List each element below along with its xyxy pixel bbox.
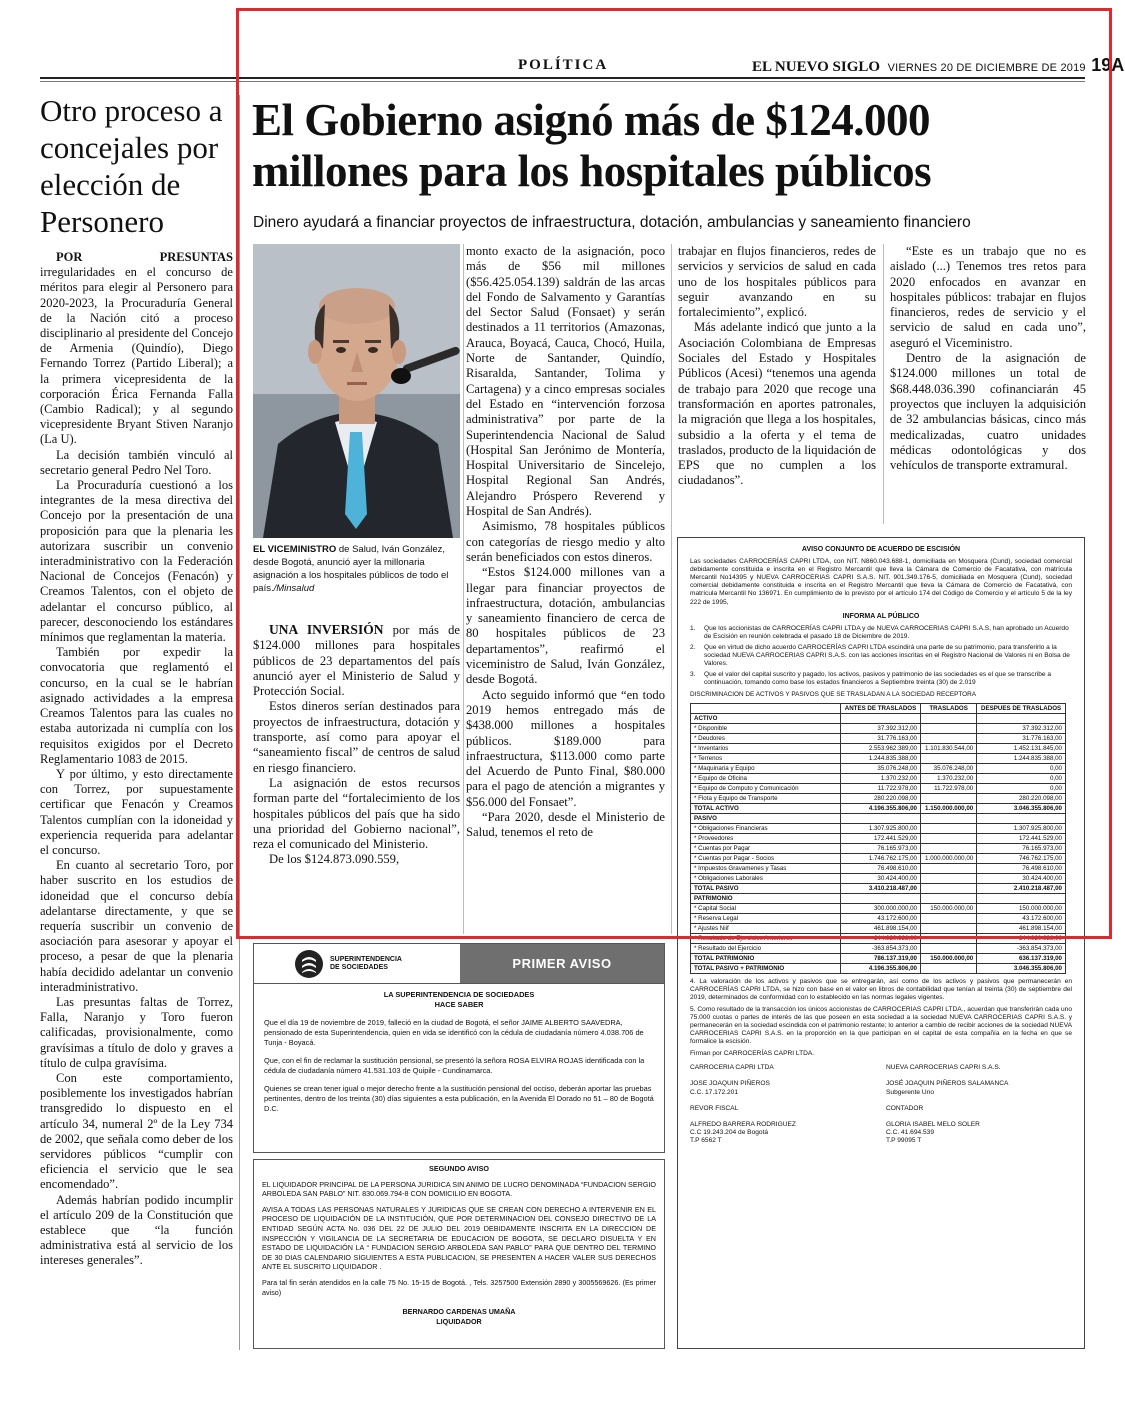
assets-table-cell: 11.722.978,00 <box>841 783 921 793</box>
assets-table-cell <box>921 713 977 723</box>
assets-table-cell: 461.898.154,00 <box>977 923 1066 933</box>
assets-table-cell <box>921 753 977 763</box>
legal-notice-escision <box>677 537 1085 1349</box>
assets-table-cell: 35.076.248,00 <box>841 763 921 773</box>
segundo-aviso-paragraph: Para tal fin serán atendidos en la calle 75 No. 15-15 de Bogotá. , Tels. 3257500 Extensión 2890 y 3005569626. (Es primer aviso) <box>262 1277 656 1297</box>
assets-table-cell: 30.424.400,00 <box>841 873 921 883</box>
assets-table-cell: 3.046.355.806,00 <box>977 803 1066 813</box>
main-deck: Dinero ayudará a financiar proyectos de infraestructura, dotación, ambulancias y saneamiento financiero <box>253 214 971 231</box>
assets-table-cell: * Disponible <box>691 723 841 733</box>
assets-table-cell: 1.746.762.175,00 <box>841 853 921 863</box>
signature-line: GLORIA ISABEL MELO SOLER <box>886 1120 980 1128</box>
assets-table-cell: 35.076.248,00 <box>921 763 977 773</box>
legal-notice-items <box>690 625 1072 688</box>
assets-table-row <box>691 923 1066 933</box>
legal-notice-item: 3. Que el valor del capital suscrito y pagado, los activos, pasivos y patrimonio de las sociedades es el que se transcribe a continuación, tomando como base los estados financieros a Septiembre treinta (30) de 2.019 <box>690 671 1052 687</box>
column-rule <box>883 244 884 524</box>
assets-table-cell: 0,00 <box>977 783 1066 793</box>
assets-table-cell: 172.441.529,00 <box>977 833 1066 843</box>
assets-table-cell: PASIVO <box>691 813 841 823</box>
segundo-aviso-paragraph: EL LIQUIDADOR PRINCIPAL DE LA PERSONA JURIDICA SIN ANIMO DE LUCRO DENOMINADA “FUNDACION SERGIO ARBOLEDA SAN PABLO” NIT. 830.069.794-8 CON DOMICILIO EN BOGOTA. <box>262 1179 656 1199</box>
assets-table-row <box>691 743 1066 753</box>
assets-table-row <box>691 713 1066 723</box>
main-story-paragraph: Más adelante indicó que junto a la Asociación Colombiana de Empresas Sociales del Estado y Hospitales Públicos (Acesi) “tenemos una agenda de trabajo para 2020 que recoge una transformación en aportes patronales, la migración que llega a los hospitales, subsidio a la oferta y el tema de traslados, producto de la liquidación de EPS que no cumplen a los ciudadanos”. <box>678 320 876 488</box>
side-story-paragraph: La decisión también vinculó al secretario general Pedro Nel Toro. <box>40 447 233 477</box>
caption-text: de Salud, Iván González, desde Bogotá, anunció ayer la millonaria asignación a los hospitales públicos de todo el país. <box>253 544 449 594</box>
side-story-paragraph: También por expedir la convocatoria que reglamentó el concurso, en la cual se le habrían asignado actividades a la empresa Creamos Talentos para las cuales no estaba autorizada ni cumplía con los requisitos exigidos por el Decreto Reglamentario 1083 de 2015. <box>40 645 233 766</box>
assets-table-cell <box>921 863 977 873</box>
assets-table-row <box>691 883 1066 893</box>
assets-table-cell: * Terrenos <box>691 753 841 763</box>
assets-table-cell: * Cuentas por Pagar <box>691 843 841 853</box>
segundo-aviso-paragraph: AVISA A TODAS LAS PERSONAS NATURALES Y JURIDICAS QUE SE CREAN CON DERECHO A INTERVENIR EN EL PROCESO DE LIQUIDACIÓN DE LA INSTITUCIÓN, QUE POR DETERMINACION DEL CONSEJO DIRECTIVO DE LA ENTIDAD SEGÚN ACTA No. 036 DEL 22 DE JULIO DEL 2019 DEBIDAMENTE INSCRITA EN LA DIRECCION DE INSPECCIÓN Y VIGILANCIA DE LA SECRETARIA DE EDUCACION DE BOGOTA, SE DECLARO DISUELTA Y EN ESTADO DE LIQUIDACIÓN LA “ FUNDACION SERGIO ARBOLEDA SAN PABLO” PARA QUE DENTRO DEL TERMINO DE 30 DIAS CALENDARIO SIGUIENTES A ESTA PUBLICACION, SE PRESENTEN A HACER VALER SUS DERECHOS ANTE EL SUSCRITO LIQUIDADOR . <box>262 1204 656 1272</box>
assets-table-cell: 37.392.312,00 <box>841 723 921 733</box>
signature-line: ALFREDO BARRERA RODRIGUEZ <box>690 1120 796 1128</box>
assets-table-row <box>691 833 1066 843</box>
logo-text-line2: DE SOCIEDADES <box>330 963 388 971</box>
assets-table-cell: 280.220.098,00 <box>841 793 921 803</box>
signature-line: C.C. 41.694.539 <box>886 1128 935 1136</box>
assets-table-cell <box>921 843 977 853</box>
main-story-paragraph: Dentro de la asignación de $124.000 millones un total de $68.448.036.390 cofinanciarán 45 proyectos que incluyen la adquisición de 32 ambulancias básicas, cinco más medicalizadas, cuatro unidades médicas odontológicas y dos vehículos de transporte extramural. <box>890 351 1086 473</box>
assets-table-cell: TOTAL ACTIVO <box>691 803 841 813</box>
assets-table-cell: 2.553.962.389,00 <box>841 743 921 753</box>
assets-table-cell: * Resultado de Ejercicios Anteriores <box>691 933 841 943</box>
assets-table-row <box>691 913 1066 923</box>
assets-table-cell: * Maquinaria y Equipo <box>691 763 841 773</box>
column-rule <box>671 244 672 934</box>
assets-table-cell <box>977 893 1066 903</box>
viceminister-photo <box>253 244 460 538</box>
assets-table-cell: * Capital Social <box>691 903 841 913</box>
assets-table-cell: 636.137.319,00 <box>977 953 1066 963</box>
assets-table-cell: 1.452.131.845,00 <box>977 743 1066 753</box>
signature-line: C.C 19.243.204 de Bogotá <box>690 1128 769 1136</box>
side-story-paragraph: Las presuntas faltas de Torrez, Falla, Naranjo y Toro fueron calificadas, provisionalmente, como gravísimas a título de dolo y graves a título de culpa gravísima. <box>40 994 233 1070</box>
assets-table-cell: 1.150.000.000,00 <box>921 803 977 813</box>
assets-table-cell <box>921 813 977 823</box>
main-story-paragraph: “Estos $124.000 millones van a llegar para financiar proyectos de infraestructura, dotación, ambulancias y saneamiento financiero de cerca de 80 hospitales públicos de 23 departamentos”, reafirmó el viceministro de Salud, Iván González, desde Bogotá. <box>466 565 665 687</box>
primer-aviso-org: LA SUPERINTENDENCIA DE SOCIEDADES <box>383 990 535 999</box>
legal-notice-title: AVISO CONJUNTO DE ACUERDO DE ESCISIÓN <box>801 546 961 553</box>
assets-table-cell: 300.000.000,00 <box>841 903 921 913</box>
header-rule-thin <box>40 81 1085 82</box>
assets-table-row <box>691 933 1066 943</box>
assets-table-cell: 43.172.600,00 <box>977 913 1066 923</box>
assets-table-row <box>691 863 1066 873</box>
assets-table-cell: 1.244.835.388,00 <box>977 753 1066 763</box>
signature-grid <box>690 1064 1072 1145</box>
legal-notice-intro: Las sociedades CARROCERÍAS CAPRI LTDA, con NIT. N860.043.688-1, domiciliada en Mosquera (Cund), sociedad comercial debidamente constituida e inscrita en el Registro Mercantil que lleva la Cámara de Comercio de Facatativa, con matrícula Mercantil No14395 y NUEVA CARROCERIAS CAPRI S.A.S. NIT. 901.349.176-5, domiciliada en Mosquera (Cund), sociedad comercial debidamente constituida e inscrita en el Registro Mercantil que lleva la Cámara de Comercio de Facatativá, con matrícula Mercantil No 136971. En cumplimiento de lo previsto por el artículo 174 del Código de Comercio y el artículo 5 de la ley 222 de 1995, <box>690 558 1072 606</box>
assets-table-row <box>691 793 1066 803</box>
assets-table-row <box>691 963 1066 973</box>
assets-table-cell <box>921 963 977 973</box>
assets-table-cell: 344.920.938,00 <box>841 933 921 943</box>
assets-table-cell: -363.854.373,00 <box>841 943 921 953</box>
assets-table-cell: TOTAL PASIVO + PATRIMONIO <box>691 963 841 973</box>
assets-table-cell: * Reserva Legal <box>691 913 841 923</box>
assets-table-cell: * Cuentas por Pagar - Socios <box>691 853 841 863</box>
main-story-paragraph: “Para 2020, desde el Ministerio de Salud, tenemos el reto de <box>466 809 665 840</box>
assets-table-row <box>691 723 1066 733</box>
assets-table-row <box>691 803 1066 813</box>
masthead <box>752 55 1124 76</box>
main-story-lead: UNA INVERSIÓN <box>269 622 384 637</box>
assets-table-header-cell: TRASLADOS <box>921 703 977 713</box>
assets-table-cell <box>977 713 1066 723</box>
signed-by: Firman por CARROCERÍAS CAPRI LTDA. <box>690 1050 815 1058</box>
assets-table-cell: 4.196.355.806,00 <box>841 963 921 973</box>
assets-table-cell: ACTIVO <box>691 713 841 723</box>
primer-aviso-header <box>254 944 664 984</box>
assets-table-cell: * Obligaciones Laborales <box>691 873 841 883</box>
section-label: POLÍTICA <box>518 57 609 73</box>
side-story-lead: POR PRESUNTAS <box>56 250 233 264</box>
assets-table-header-cell <box>691 703 841 713</box>
assets-table-cell: * Proveedores <box>691 833 841 843</box>
supersociedades-logo-icon <box>294 949 324 979</box>
assets-table-cell <box>841 813 921 823</box>
signature-line: T.P 99095 T <box>886 1136 922 1144</box>
main-story-paragraph: Estos dineros serían destinados para proyectos de infraestructura, dotación y transporte, así como para apoyar el “saneamiento fiscal” de centros de salud en riesgo financiero. <box>253 699 460 775</box>
side-story-paragraph: Además habrían podido incumplir el artículo 209 de la Constitución que establece que “la función administrativa está al servicio de los intereses generales”. <box>40 1192 233 1268</box>
liquidator-role: LIQUIDADOR <box>436 1316 482 1326</box>
assets-table-cell: 3.410.218.487,00 <box>841 883 921 893</box>
main-story-paragraph: Acto seguido informó que “en todo 2019 hemos entregado más de $438.000 millones a hospitales públicos. $189.000 para infraestructura, $113.000 como parte del Acuerdo de Punto Final, $80.000 para el pago de atención a migrantes y $56.000 del Fonsaet”. <box>466 687 665 809</box>
side-story-paragraph: Y por último, y esto directamente con Torrez, por supuestamente certificar que Fenacón y Creamos Talentos cumplían con la idoneidad y experiencia requerida para adelantar el concurso. <box>40 766 233 857</box>
assets-table-row <box>691 813 1066 823</box>
primer-aviso-title: PRIMER AVISO <box>460 944 664 983</box>
assets-table-cell: * Equipo de Computo y Comunicación <box>691 783 841 793</box>
assets-table-cell: * Resultado del Ejercicio <box>691 943 841 953</box>
assets-table-cell: 3.046.355.806,00 <box>977 963 1066 973</box>
assets-table-cell <box>841 893 921 903</box>
assets-table-cell: 76.498.610,00 <box>841 863 921 873</box>
signature-line: C.C. 17.172.201 <box>690 1088 739 1096</box>
assets-table-cell: TOTAL PASIVO <box>691 883 841 893</box>
legal-note-4: 4. La valoración de los activos y pasivos que se entregarán, así como de los activos y pasivos que permanecerán en CARROCERÍAS CAPRI LTDA, se hizo con base en el valor en libros de contabilidad que tenían al treinta (30) de septiembre del 2019, determinados de conformidad con lo establecido en las normas legales vigentes. <box>690 977 1072 1001</box>
main-story-column-1 <box>253 622 460 868</box>
assets-table-cell: 31.776.163,00 <box>841 733 921 743</box>
main-story-paragraph: Asimismo, 78 hospitales públicos con categorías de riesgo medio y alto serán beneficiados con estos dineros. <box>466 519 665 564</box>
assets-table-row <box>691 753 1066 763</box>
signature-line: JOSÉ JOAQUIN PIÑEROS SALAMANCA <box>886 1080 1009 1088</box>
assets-table-cell <box>977 813 1066 823</box>
legal-notice-item: 1. Que los accionistas de CARROCERÍAS CAPRI LTDA y de NUEVA CARROCERIAS CAPRI S.A.S, han aprobado un Acuerdo de Escisión en reunión celebrada el pasado 18 de Diciembre de 2019. <box>690 624 1069 640</box>
assets-table-cell: 76.498.610,00 <box>977 863 1066 873</box>
assets-table-row <box>691 783 1066 793</box>
assets-table-cell: 1.244.835.388,00 <box>841 753 921 763</box>
assets-table-row <box>691 823 1066 833</box>
assets-table-cell <box>921 943 977 953</box>
assets-table-cell: * Impuestos Gravamenes y Tasas <box>691 863 841 873</box>
primer-aviso-paragraph: Que el día 19 de noviembre de 2019, falleció en la ciudad de Bogotá, el señor JAIME ALBERTO SAAVEDRA, pensionado de esta Superintendencia, quien en vida se identificó con la cédula de ciudadanía número 4.038.706 de Tunja - Boyacá. <box>264 1018 644 1047</box>
assets-table-cell: 2.410.218.487,00 <box>977 883 1066 893</box>
assets-table-row <box>691 943 1066 953</box>
assets-table-cell: * Ajustes Niif <box>691 923 841 933</box>
side-story-headline: Otro proceso a concejales por elección de Personero <box>40 93 223 239</box>
assets-table-cell: 280.220.098,00 <box>977 793 1066 803</box>
assets-table-cell: 746.762.175,00 <box>977 853 1066 863</box>
column-rule <box>463 244 464 934</box>
assets-table-cell <box>921 733 977 743</box>
assets-table-cell: 1.101.830.544,00 <box>921 743 977 753</box>
assets-table-cell: 150.000.000,00 <box>921 953 977 963</box>
assets-table-cell: 172.441.529,00 <box>841 833 921 843</box>
assets-table-cell: 344.920.938,00 <box>977 933 1066 943</box>
side-story-paragraph: Con este comportamiento, posiblemente los investigados habrían transgredido lo dispuesto en el artículo 34, numeral 2º de la Ley 734 de 2002, que señala como deber de los servidores públicos “cumplir con eficiencia el servicio que le sea encomendado”. <box>40 1070 233 1192</box>
assets-table-cell <box>921 793 977 803</box>
main-story-paragraph: monto exacto de la asignación, poco más de $56 mil millones ($56.425.054.139) saldrán de las arcas del Fondo de Salvamento y Garantías del Sector Salud (Fonsaet) y serán destinados a 11 territorios (Amazonas, Arauca, Boyacá, Cauca, Chocó, Huila, Norte de Santander, Quindío, Risaralda, Santander, Tolima y Cartagena) y a cinco empresas sociales del Estado en “intervención forzosa administrativa” por parte de la Superintendencia Nacional de Salud (Hospital San Jerónimo de Montería, Hospital Universitario de Sincelejo, Hospital Regional San Andrés, Alejandro Próspero Reverend y Hospital de San Andrés). <box>466 244 665 519</box>
assets-table-cell: 786.137.319,00 <box>841 953 921 963</box>
signature-line: CONTADOR <box>886 1104 924 1112</box>
main-story-column-2 <box>466 244 665 841</box>
assets-table-cell <box>921 923 977 933</box>
assets-table-cell: * Flota y Equipo de Transporte <box>691 793 841 803</box>
assets-table-cell: 31.776.163,00 <box>977 733 1066 743</box>
assets-table-row <box>691 903 1066 913</box>
main-story-paragraph: De los $124.873.090.559, <box>269 852 400 867</box>
main-story-paragraph: UNA INVERSIÓN por más de $124.000 millones para hospitales públicos de 23 departamentos del país anunció ayer el Ministerio de Salud y Protección Social. <box>253 622 460 699</box>
assets-table-cell: -363.854.373,00 <box>977 943 1066 953</box>
header-rule <box>40 77 1085 79</box>
assets-table-row <box>691 873 1066 883</box>
segundo-aviso-title: SEGUNDO AVISO <box>429 1164 489 1173</box>
assets-table-body <box>691 713 1066 973</box>
assets-table-cell: 0,00 <box>977 773 1066 783</box>
assets-table-row <box>691 853 1066 863</box>
assets-table-cell <box>921 823 977 833</box>
main-story-column-4 <box>890 244 1086 473</box>
liquidator-name: BERNARDO CARDENAS UMAÑA <box>402 1307 516 1317</box>
assets-table-cell: * Inventarios <box>691 743 841 753</box>
assets-table-cell <box>921 833 977 843</box>
assets-table-cell: 1.000.000.000,00 <box>921 853 977 863</box>
assets-table-cell: 11.722.978,00 <box>921 783 977 793</box>
newspaper-brand: EL NUEVO SIGLO <box>752 59 881 75</box>
main-story-column-3 <box>678 244 876 489</box>
assets-table <box>690 703 1066 974</box>
signature-line <box>886 1113 1072 1121</box>
side-story-paragraph: POR PRESUNTAS irregularidades en el concurso de méritos para elegir al Personero para 2020-2023, la Procuraduría General de la Nación citó a proceso disciplinario al presidente del Concejo de Armenia (Quindío), Diego Fernando Torrez (Partido Liberal); a la primera vicepresidenta de la corporación Érica Fernanda Falla (Cambio Radical); y al segundo vicepresidente Bryant Stiven Naranjo (La U). <box>40 250 233 447</box>
main-story-paragraph: La asignación de estos recursos forman parte del “fortalecimiento de los hospitales públicos del país que ha sido una prioridad del Gobierno nacional”, reza el comunicado del Ministerio. <box>253 775 460 852</box>
signature-line: T.P 6562 T <box>690 1136 722 1144</box>
assets-table-cell <box>921 893 977 903</box>
side-story-paragraph: En cuanto al secretario Toro, por haber suscrito en los estudios de idoneidad que el concurso debía adelantarse directamente, y que se requería suscribir un convenio de asociación para asesorar y apoyar el proceso, a pesar de que la plenaria había decidido adelantar un convenio interadministrativo. <box>40 858 233 994</box>
assets-table-cell: * Equipo de Oficina <box>691 773 841 783</box>
assets-table-cell: 1.307.925.800,00 <box>977 823 1066 833</box>
primer-aviso-org-sub: HACE SABER <box>434 1000 484 1009</box>
assets-table-cell <box>921 913 977 923</box>
assets-table-row <box>691 763 1066 773</box>
caption-lead: EL VICEMINISTRO <box>253 544 337 555</box>
main-story-paragraph: “Este es un trabajo que no es aislado (...) Tenemos tres retos para 2020 enfocados en avanzar en hospitales públicos: trabajar en flujos financieros, redes de servicio y el servicio de salud en cada uno”, aseguró el Viceministro. <box>890 244 1086 350</box>
logo-text-line1: SUPERINTENDENCIA <box>330 955 402 963</box>
primer-aviso <box>253 943 665 1153</box>
assets-table-cell: 1.370.232,00 <box>841 773 921 783</box>
assets-table-cell: 150.000.000,00 <box>977 903 1066 913</box>
assets-table-cell: 76.165.973,00 <box>841 843 921 853</box>
assets-table-header <box>691 703 1066 713</box>
legal-note-5: 5. Como resultado de la transacción los únicos accionistas de CARROCERIAS CAPRI LTDA., acuerdan que transferirán cada uno 75.000 cuotas o partes de interés de las que poseen en esta sociedad a la sociedad NUEVA CARROCERIAS CAPRI S.A.S. y permanecerán en la sociedad escindida con el patrimonio restante; lo anterior a cambio de recibir acciones de la sociedad NUEVA CARROCERIAS CAPRI S.A.S. en la proporción en la que participan en el capital de esta compañía en la fecha en que se formalice la escisión. <box>690 1005 1072 1046</box>
assets-table-cell: PATRIMONIO <box>691 893 841 903</box>
assets-table-cell: 1.307.925.800,00 <box>841 823 921 833</box>
assets-table-row <box>691 733 1066 743</box>
assets-table-cell: 76.165.973,00 <box>977 843 1066 853</box>
legal-notice-item: 2. Que en virtud de dicho acuerdo CARROCERÍAS CAPRI LTDA escindirá una parte de su patrimonio, para transferirlo a la sociedad NUEVA CARROCERIAS CAPRI S.A.S. con las acciones inscritas en el Registro Nacional de Valores ni en Bolsa de Valores. <box>690 643 1070 668</box>
primer-aviso-paragraph: Quienes se crean tener igual o mejor derecho frente a la sustitución pensional del occiso, deberán aportar las pruebas pertinentes, dentro de los treinta (30) días siguientes a esta publicación, en la Avenida El Dorado no 51 – 80 de Bogotá D.C. <box>264 1084 654 1113</box>
signature-line: CARROCERIA CAPRI LTDA <box>690 1064 774 1072</box>
supersociedades-logo <box>254 944 460 983</box>
assets-table-cell: TOTAL PATRIMONIO <box>691 953 841 963</box>
primer-aviso-body <box>254 984 664 1120</box>
side-story-body <box>40 250 233 1269</box>
assets-table-header-cell: ANTES DE TRASLADOS <box>841 703 921 713</box>
signature-line: REVOR FISCAL <box>690 1104 739 1112</box>
assets-table-row <box>691 773 1066 783</box>
side-story-paragraph: La Procuraduría cuestionó a los integrantes de la mesa directiva del Concejo por la presentación de una proposición para que la plenaria les autorizara suscribir un convenio interadministrativo con la Federación Nacional de Concejos (Fenacón) y Creamos Talentos, con el objeto de adelantar el concurso público, al parecer, desconociendo los estándares mínimos que reglamentan la materia. <box>40 478 233 645</box>
assets-table-row <box>691 953 1066 963</box>
signature-line <box>886 1097 1072 1105</box>
page-number: 19A <box>1091 55 1125 75</box>
main-story-paragraph: trabajar en flujos financieros, redes de servicios y servicios de salud en cada uno de los hospitales públicos para seguir avanzando en su fortalecimiento”, explicó. <box>678 244 876 320</box>
photo-caption <box>253 543 460 595</box>
assets-table-cell <box>841 713 921 723</box>
main-headline: El Gobierno asignó más de $124.000 millones para los hospitales públicos <box>252 95 932 196</box>
segundo-aviso <box>253 1159 665 1349</box>
assets-table-row <box>691 843 1066 853</box>
assets-table-cell: 43.172.600,00 <box>841 913 921 923</box>
portrait-illustration <box>253 244 460 538</box>
assets-table-cell <box>921 723 977 733</box>
signature-line: JOSE JOAQUIN PIÑEROS <box>690 1080 770 1088</box>
issue-date: VIERNES 20 DE DICIEMBRE DE 2019 <box>887 62 1086 74</box>
assets-table-cell <box>921 873 977 883</box>
signature-line: NUEVA CARROCERIAS CAPRI S.A.S. <box>886 1064 1001 1072</box>
assets-table-cell: 37.392.312,00 <box>977 723 1066 733</box>
assets-table-cell: 4.196.355.806,00 <box>841 803 921 813</box>
signature-line <box>690 1113 876 1121</box>
assets-table-cell: 30.424.400,00 <box>977 873 1066 883</box>
assets-table-title: DISCRIMINACION DE ACTIVOS Y PASIVOS QUE SE TRASLADAN A LA SOCIEDAD RECEPTORA <box>690 691 976 699</box>
signature-line <box>690 1097 876 1105</box>
assets-table-cell: 461.898.154,00 <box>841 923 921 933</box>
assets-table-cell <box>921 883 977 893</box>
assets-table-cell: * Obligaciones Financieras <box>691 823 841 833</box>
column-divider <box>239 95 240 1350</box>
photo-credit: /Minsalud <box>273 583 315 594</box>
assets-table-cell: 150.000.000,00 <box>921 903 977 913</box>
assets-table-header-cell: DESPUES DE TRASLADOS <box>977 703 1066 713</box>
legal-notice-subtitle: INFORMA AL PÚBLICO <box>842 612 920 620</box>
assets-table-cell <box>921 933 977 943</box>
assets-table-cell: 1.370.232,00 <box>921 773 977 783</box>
assets-table-cell: 0,00 <box>977 763 1066 773</box>
assets-table-row <box>691 893 1066 903</box>
assets-table-cell: * Deudores <box>691 733 841 743</box>
primer-aviso-paragraph: Que, con el fin de reclamar la sustitución pensional, se presentó la señora ROSA ELVIRA ROJAS identificada con la cédula de ciudadanía número 41.531.103 de Quipile - Cundinamarca. <box>264 1056 645 1075</box>
signature-line: Subgerente Uno <box>886 1088 935 1096</box>
